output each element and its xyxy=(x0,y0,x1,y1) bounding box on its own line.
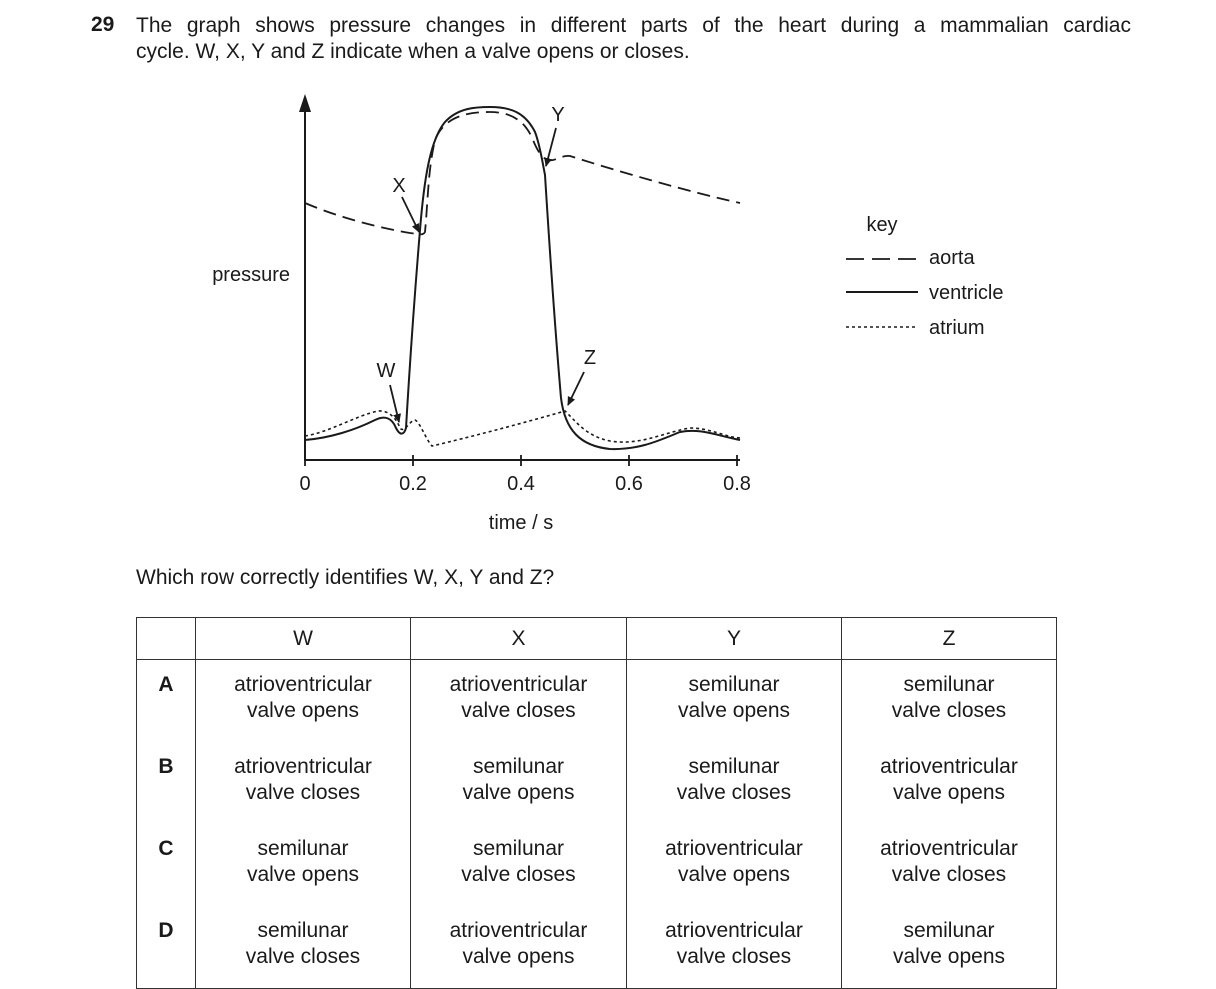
cell-line: valve opens xyxy=(246,699,360,722)
cell-line: atrioventricular xyxy=(234,755,372,778)
y-axis-label: pressure xyxy=(212,264,290,286)
cell-line: atrioventricular xyxy=(665,837,803,860)
header-X: X xyxy=(411,618,627,660)
label-X: X xyxy=(392,175,406,197)
cell-line: semilunar xyxy=(472,755,565,778)
legend-label-aorta: aorta xyxy=(929,247,975,269)
y-axis-arrow xyxy=(299,94,311,112)
x-tick-label: 0 xyxy=(299,473,311,495)
cell-line: valve closes xyxy=(676,781,792,804)
question-number: 29 xyxy=(91,13,115,36)
x-tick-label: 0.6 xyxy=(615,473,643,495)
table-cell xyxy=(196,742,411,824)
cell-line: valve opens xyxy=(677,699,791,722)
table-cell xyxy=(196,660,411,743)
cell-line: atrioventricular xyxy=(449,919,588,942)
label-W: W xyxy=(376,360,396,382)
series-atrium xyxy=(305,411,740,446)
cell-line: atrioventricular xyxy=(880,837,1018,860)
arrow-X xyxy=(402,197,419,232)
table-cell xyxy=(411,906,627,989)
table-cell xyxy=(411,660,627,743)
cell-line: semilunar xyxy=(688,673,780,696)
table-cell xyxy=(627,824,842,906)
question-prompt: Which row correctly identifies W, X, Y and Z? xyxy=(136,566,555,589)
cell-line: valve opens xyxy=(892,781,1006,804)
cell-line: atrioventricular xyxy=(449,673,588,696)
question-line-2: cycle. W, X, Y and Z indicate when a valve opens or closes. xyxy=(136,40,690,63)
cell-line: semilunar xyxy=(257,837,349,860)
table-row xyxy=(137,824,1057,906)
row-letter: B xyxy=(137,742,196,824)
label-Y: Y xyxy=(551,104,565,126)
header-Y: Y xyxy=(627,618,842,660)
cell-line: semilunar xyxy=(472,837,565,860)
cell-line: atrioventricular xyxy=(665,919,803,942)
cell-line: semilunar xyxy=(903,919,995,942)
x-tick-label: 0.8 xyxy=(723,473,751,495)
table-cell xyxy=(842,742,1057,824)
cell-line: valve closes xyxy=(891,863,1007,886)
arrow-Z xyxy=(568,372,584,405)
table-cell xyxy=(411,742,627,824)
table-cell xyxy=(842,906,1057,989)
x-axis-label: time / s xyxy=(488,512,554,534)
x-tick-label: 0.2 xyxy=(399,473,427,495)
table-cell xyxy=(627,742,842,824)
cell-line: valve closes xyxy=(245,945,361,968)
row-letter: C xyxy=(137,824,196,906)
cell-line: atrioventricular xyxy=(880,755,1018,778)
cell-line: valve opens xyxy=(462,945,575,968)
cell-line: valve opens xyxy=(892,945,1006,968)
cell-line: semilunar xyxy=(903,673,995,696)
table-cell xyxy=(411,824,627,906)
header-blank xyxy=(137,618,196,660)
cell-line: valve closes xyxy=(891,699,1007,722)
cell-line: valve opens xyxy=(677,863,791,886)
table-cell xyxy=(196,824,411,906)
cell-line: semilunar xyxy=(688,755,780,778)
series-ventricle xyxy=(305,107,740,449)
arrow-W xyxy=(390,385,399,422)
row-letter: A xyxy=(137,660,196,743)
cell-line: valve closes xyxy=(245,781,361,804)
table-cell xyxy=(627,660,842,743)
table-cell xyxy=(842,660,1057,743)
table-row xyxy=(137,660,1057,743)
table-cell xyxy=(196,906,411,989)
series-aorta xyxy=(305,112,740,234)
cell-line: semilunar xyxy=(257,919,349,942)
legend-label-ventricle: ventricle xyxy=(929,282,1004,304)
legend-title: key xyxy=(866,214,898,236)
cell-line: valve opens xyxy=(246,863,360,886)
table-header-row xyxy=(137,618,1057,660)
cell-line: valve closes xyxy=(461,863,576,886)
table-row xyxy=(137,906,1057,989)
table-cell xyxy=(627,906,842,989)
legend-label-atrium: atrium xyxy=(929,317,985,339)
cell-line: valve closes xyxy=(461,699,576,722)
question-line-1: The graph shows pressure changes in different parts of the heart during a mammalian cardiac xyxy=(136,14,1131,37)
label-Z: Z xyxy=(583,347,597,369)
table-cell xyxy=(842,824,1057,906)
table-row xyxy=(137,742,1057,824)
header-W: W xyxy=(196,618,411,660)
answer-table xyxy=(136,617,1057,989)
cell-line: valve opens xyxy=(462,781,575,804)
row-letter: D xyxy=(137,906,196,989)
x-tick-label: 0.4 xyxy=(507,473,535,495)
header-Z: Z xyxy=(842,618,1057,660)
cell-line: valve closes xyxy=(676,945,792,968)
cell-line: atrioventricular xyxy=(234,673,372,696)
